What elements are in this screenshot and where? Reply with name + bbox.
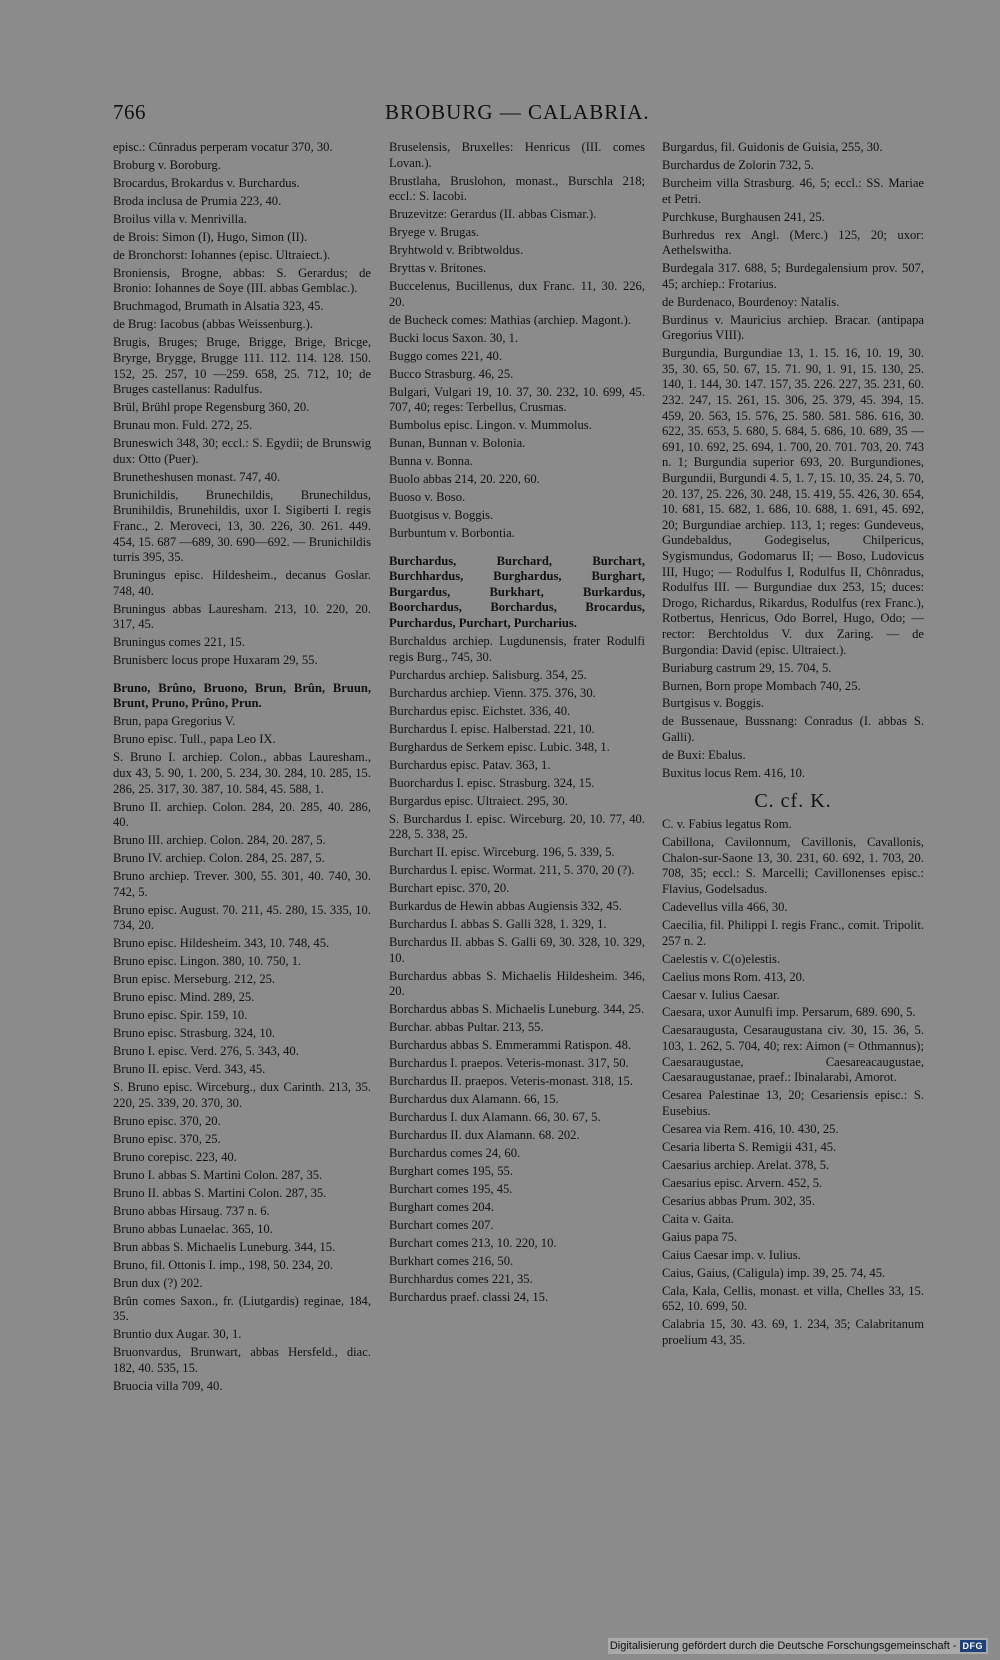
index-column-1 — [113, 140, 371, 1397]
index-entry: Burchardus abbas S. Michaelis Hildesheim. 346, 20. — [389, 968, 645, 999]
index-entry: Bruno episc. Tull., papa Leo IX. — [113, 732, 276, 747]
index-entry: Brunetheshusen monast. 747, 40. — [113, 469, 281, 484]
index-entry: Burchardus I. episc. Wormat. 211, 5. 370, 20 (?). — [389, 863, 635, 878]
index-entry: Buccelenus, Bucillenus, dux Franc. 11, 30. 226, 20. — [389, 279, 645, 309]
index-entry: Burchardus I. episc. Halberstad. 221, 10. — [389, 721, 595, 736]
index-entry: Bruno episc. Mind. 289, 25. — [113, 990, 255, 1005]
index-entry: Bruningus comes 221, 15. — [113, 635, 245, 650]
index-entry: Burchardus episc. Patav. 363, 1. — [389, 757, 551, 772]
index-entry: Burchardus de Zolorin 732, 5. — [662, 157, 814, 172]
index-entry: de Buxi: Ebalus. — [662, 748, 746, 763]
index-entry: Cadevellus villa 466, 30. — [662, 899, 788, 914]
index-entry: Cala, Kala, Cellis, monast. et villa, Chelles 33, 15. 652, 10. 699, 50. — [662, 1283, 924, 1314]
index-column-3 — [662, 140, 924, 1351]
running-title: BROBURG — CALABRIA. — [385, 100, 650, 124]
index-entry: Burchardus I. dux Alamann. 66, 30. 67, 5. — [389, 1110, 601, 1125]
index-entry: Cesaria liberta S. Remigii 431, 45. — [662, 1139, 837, 1154]
index-entry: Bruselensis, Bruxelles: Henricus (III. comes Lovan.). — [389, 140, 645, 170]
index-entry: Bruno II. archiep. Colon. 284, 20. 285, 40. 286, 40. — [113, 799, 371, 830]
index-entry: Brunau mon. Fuld. 272, 25. — [113, 418, 253, 433]
index-entry: Brunichildis, Brunechildis, Brunechildus, Brunihildis, Brunehildis, uxor I. Sigiberti I. regis Franc., 2. Meroveci, 13, 30. 226, 30. 261. 449. 454, 15. 687 —689, 30. 690—692. — Brunichildis turris 395, 35. — [113, 487, 371, 565]
index-entry: Bruningus episc. Hildesheim., decanus Goslar. 748, 40. — [113, 568, 371, 598]
index-entry: Burchardus II. dux Alamann. 68. 202. — [389, 1128, 580, 1143]
index-entry: Bruonvardus, Brunwart, abbas Hersfeld., diac. 182, 40. 535, 15. — [113, 1345, 371, 1375]
index-entry: Buxitus locus Rem. 416, 10. — [662, 766, 806, 781]
index-entry: Cesarea via Rem. 416, 10. 430, 25. — [662, 1121, 839, 1136]
index-entry: Buorchardus I. episc. Strasburg. 324, 15. — [389, 775, 595, 790]
index-entry: Bucki locus Saxon. 30, 1. — [389, 330, 519, 345]
index-entry: Burchardus II. abbas S. Galli 69, 30. 328, 10. 329, 10. — [389, 935, 645, 965]
index-entry: Burdinus v. Mauricius archiep. Bracar. (antipapa Gregorius VIII). — [662, 312, 924, 343]
index-entry: de Brois: Simon (I), Hugo, Simon (II). — [113, 229, 308, 244]
index-entry: Bunna v. Bonna. — [389, 454, 473, 469]
index-entry: Burghardus de Serkem episc. Lubic. 348, 1. — [389, 739, 610, 754]
index-entry: Bruno corepisc. 223, 40. — [113, 1149, 237, 1164]
index-entry: Burchart II. episc. Wirceburg. 196, 5. 339, 5. — [389, 845, 615, 860]
index-entry: de Burdenaco, Bourdenoy: Natalis. — [662, 294, 840, 309]
index-entry: Bruno II. abbas S. Martini Colon. 287, 35. — [113, 1185, 327, 1200]
footer-text: Digitalisierung gefördert durch die Deutsche Forschungsgemeinschaft - — [609, 1640, 957, 1652]
index-entry: Bruno I. episc. Verd. 276, 5. 343, 40. — [113, 1044, 299, 1059]
index-entry: Burbuntum v. Borbontia. — [389, 526, 515, 541]
index-entry: de Bussenaue, Bussnang: Conradus (I. abbas S. Galli). — [662, 714, 924, 745]
index-entry: Caita v. Gaita. — [662, 1211, 734, 1226]
index-entry: Bruno episc. Lingon. 380, 10. 750, 1. — [113, 954, 302, 969]
index-entry: Burchardus archiep. Vienn. 375. 376, 30. — [389, 685, 596, 700]
index-entry: Caesar v. Iulius Caesar. — [662, 987, 780, 1002]
index-entry: de Brug: Iacobus (abbas Weissenburg.). — [113, 317, 313, 332]
index-entry: Burkardus de Hewin abbas Augiensis 332, 45. — [389, 899, 622, 914]
index-entry: episc.: Cûnradus perperam vocatur 370, 30. — [113, 140, 333, 154]
index-entry: Bruningus abbas Lauresham. 213, 10. 220, 20. 317, 45. — [113, 601, 371, 632]
digitization-footer — [608, 1638, 988, 1654]
index-entry: Brun, papa Gregorius V. — [113, 714, 236, 729]
index-entry: Brül, Brühl prope Regensburg 360, 20. — [113, 400, 310, 415]
index-entry: S. Bruno episc. Wirceburg., dux Carinth. 213, 35. 220, 25. 339, 20. 370, 30. — [113, 1080, 371, 1110]
index-entry: Bruno, fil. Ottonis I. imp., 198, 50. 234, 20. — [113, 1257, 334, 1272]
index-entry: Bruocia villa 709, 40. — [113, 1378, 223, 1393]
index-entry: Broburg v. Boroburg. — [113, 157, 221, 172]
index-entry: Bruno I. abbas S. Martini Colon. 287, 35. — [113, 1167, 323, 1182]
index-entry: Buoso v. Boso. — [389, 490, 466, 505]
index-entry: Bruno episc. August. 70. 211, 45. 280, 15. 335, 10. 734, 20. — [113, 902, 371, 933]
index-entry: Burchardus II. praepos. Veteris-monast. 318, 15. — [389, 1074, 633, 1089]
index-entry: Bruno archiep. Trever. 300, 55. 301, 40. 740, 30. 742, 5. — [113, 869, 371, 899]
index-entry: Burchardus episc. Eichstet. 336, 40. — [389, 703, 571, 718]
index-entry: Bruntio dux Augar. 30, 1. — [113, 1327, 242, 1342]
index-entry: Bucco Strasburg. 46, 25. — [389, 366, 514, 381]
index-entry: Caius Caesar imp. v. Iulius. — [662, 1247, 801, 1262]
index-entry: Caius, Gaius, (Caligula) imp. 39, 25. 74, 45. — [662, 1265, 886, 1280]
index-entry: Bruno episc. Hildesheim. 343, 10. 748, 45. — [113, 936, 330, 951]
index-entry: Brustlaha, Bruslohon, monast., Burschla 218; eccl.: S. Iacobi. — [389, 173, 645, 204]
index-entry: S. Bruno I. archiep. Colon., abbas Lauresham., dux 43, 5. 90, 1. 200, 5. 234, 30. 284, 10. 285, 15. 286, 25. 317, 30. 387, 10. 584, 45. 588, 1. — [113, 750, 371, 796]
index-entry: Brun abbas S. Michaelis Luneburg. 344, 15. — [113, 1239, 336, 1254]
index-entry: Caesarius archiep. Arelat. 378, 5. — [662, 1157, 830, 1172]
index-entry: Burchart episc. 370, 20. — [389, 881, 510, 896]
index-entry: Brûn comes Saxon., fr. (Liutgardis) reginae, 184, 35. — [113, 1293, 371, 1324]
index-entry: Burgardus, fil. Guidonis de Guisia, 255, 30. — [662, 140, 883, 154]
index-entry: Cabillona, Cavilonnum, Cavillonis, Cavallonis, Chalon-sur-Saone 13, 30. 231, 60. 692, 1. 703, 20. 708, 35; eccl.: S. Marcelli; Cavillonenses episc.: Flavius, Godelsadus. — [662, 835, 924, 896]
index-entry: Bruno IV. archiep. Colon. 284, 25. 287, 5. — [113, 851, 325, 866]
index-entry: Purchkuse, Burghausen 241, 25. — [662, 209, 825, 224]
index-entry: Caesarius episc. Arvern. 452, 5. — [662, 1175, 823, 1190]
index-entry: Caelestis v. C(o)elestis. — [662, 951, 781, 966]
index-entry: Burchart comes 213, 10. 220, 10. — [389, 1235, 557, 1250]
index-entry: Buotgisus v. Boggis. — [389, 508, 494, 523]
index-entry: Bryttas v. Britones. — [389, 261, 487, 276]
index-entry: Bruno episc. 370, 25. — [113, 1131, 221, 1146]
index-entry: Bruneswich 348, 30; eccl.: S. Egydii; de Brunswig dux: Otto (Puer). — [113, 436, 371, 466]
index-column-2 — [389, 140, 645, 1308]
index-entry: Caelius mons Rom. 413, 20. — [662, 969, 806, 984]
index-entry: Burchardus I. praepos. Veteris-monast. 317, 50. — [389, 1056, 629, 1071]
index-entry: Burchardus praef. classi 24, 15. — [389, 1289, 549, 1304]
index-entry: de Bronchorst: Iohannes (episc. Ultraiect.). — [113, 247, 331, 262]
index-entry: Bryhtwold v. Bribtwoldus. — [389, 243, 524, 258]
index-entry: Bruno episc. Strasburg. 324, 10. — [113, 1026, 276, 1041]
index-entry: Caesara, uxor Aunulfi imp. Persarum, 689. 690, 5. — [662, 1005, 916, 1020]
page-header — [0, 100, 1000, 132]
index-entry: Bulgari, Vulgari 19, 10. 37, 30. 232, 10. 699, 45. 707, 40; reges: Terbellus, Crusmas. — [389, 384, 645, 415]
index-entry: Borchardus abbas S. Michaelis Luneburg. 344, 25. — [389, 1002, 645, 1017]
index-entry: Burchhardus comes 221, 35. — [389, 1271, 533, 1286]
index-entry: Burnen, Born prope Mombach 740, 25. — [662, 678, 861, 693]
index-entry: Bryege v. Brugas. — [389, 225, 480, 240]
index-entry: Brugis, Bruges; Bruge, Brigge, Brige, Bricge, Bryrge, Brygge, Brugge 111. 112. 114. 128. 150. 152, 25. 257, 10 —259. 658, 25. 712, 10; de Bruges castellanus: Radulfus. — [113, 335, 371, 397]
index-entry: de Bucheck comes: Mathias (archiep. Magont.). — [389, 312, 631, 327]
index-entry: Burchart comes 207. — [389, 1217, 494, 1232]
index-entry: Bruno episc. Spir. 159, 10. — [113, 1008, 248, 1023]
index-entry: C. v. Fabius legatus Rom. — [662, 817, 792, 832]
index-entry: Burhredus rex Angl. (Merc.) 125, 20; uxor: Aethelswitha. — [662, 227, 924, 258]
index-entry: Bruzevitze: Gerardus (II. abbas Cismar.). — [389, 207, 597, 222]
index-entry: Bruno III. archiep. Colon. 284, 20. 287, 5. — [113, 833, 326, 848]
index-entry: Caecilia, fil. Philippi I. regis Franc., comit. Tripolit. 257 n. 2. — [662, 917, 924, 948]
index-entry: Cesarea Palestinae 13, 20; Cesariensis episc.: S. Eusebius. — [662, 1088, 924, 1118]
index-entry: Buriaburg castrum 29, 15. 704, 5. — [662, 660, 832, 675]
index-entry: Burdegala 317. 688, 5; Burdegalensium prov. 507, 45; archiep.: Frotarius. — [662, 261, 924, 291]
index-entry: Burcheim villa Strasburg. 46, 5; eccl.: SS. Mariae et Petri. — [662, 175, 924, 206]
index-entry: Burchardus I. abbas S. Galli 328, 1. 329, 1. — [389, 917, 607, 932]
index-entry: Burgundia, Burgundiae 13, 1. 15. 16, 10. 19, 30. 35, 30. 65, 50. 67, 15. 71. 90, 1. 91, 15. 130, 25. 140, 1. 144, 30. 147. 157, 35. 226. 227, 35. 231, 60. 232. 247, 15. 261, 15. 306, 25. 379, 45. 394, 15. 459, 20. 563, 15. 576, 25. 580. 581. 586. 616, 30. 622, 35. 653, 5. 680, 5. 684, 5. 686, 10. 689, 35 — 691, 10. 692, 25. 694, 1. 700, 20. 701. 703, 20. 743 n. 1; Burgundia superior 693, 20. Burgundiones, Burgundii, Burgundi 4. 5, 1. 7, 15. 10, 35. 24, 5. 70, 20. 137, 25. 226, 30. 248, 15. 419, 55. 426, 30. 654, 10. 681, 15. 682, 1. 686, 10. 688, 1. 691, 45. 692, 20; Burgundiae archiep. 113, 1; reges: Gundeveus, Gundebaldus, Godegiselus, Chilpericus, Sygismundus, Godomarus II; — Boso, Ludovicus III, Hugo; — Rodulfus I, Rodulfus II, Chônradus, Rodulfus III. — Burgundiae dux 253, 15; duces: Drogo, Richardus, Rikardus, Rodulfus (rex Franc.), Rotbertus, Henricus, Odo Borrel, Hugo, Odo; — rector: Berchtoldus V. dux Zaring. — de Burgondia: David (episc. Ultraiect.). — [662, 346, 924, 657]
index-entry: Bunan, Bunnan v. Bolonia. — [389, 436, 526, 451]
index-entry: Burchardus comes 24, 60. — [389, 1146, 521, 1161]
index-entry: Bruno episc. 370, 20. — [113, 1113, 221, 1128]
index-entry: Burghart comes 204. — [389, 1199, 495, 1214]
index-entry: Burchardus dux Alamann. 66, 15. — [389, 1092, 559, 1107]
index-entry: Caesaraugusta, Cesaraugustana civ. 30, 15. 36, 5. 103, 1. 262, 5. 704, 40; rex: Aimon (= Othmannus); Caesaraugustae, Caesareacaugustae, Caesaraugustanae, praef.: Ibinalarabi, Amorot. — [662, 1023, 924, 1085]
index-entry: Bumbolus episc. Lingon. v. Mummolus. — [389, 418, 592, 433]
index-entry: Gaius papa 75. — [662, 1229, 738, 1244]
index-entry: Brocardus, Brokardus v. Burchardus. — [113, 175, 300, 190]
index-entry: Bruno II. episc. Verd. 343, 45. — [113, 1062, 266, 1077]
index-entry: S. Burchardus I. episc. Wirceburg. 20, 10. 77, 40. 228, 5. 338, 25. — [389, 811, 645, 842]
index-entry: Burchar. abbas Pultar. 213, 55. — [389, 1020, 544, 1035]
section-heading: C. cf. K. — [754, 789, 832, 812]
index-entry: Calabria 15, 30. 43. 69, 1. 234, 35; Calabritanum proelium 43, 35. — [662, 1317, 924, 1347]
index-entry: Burghart comes 195, 55. — [389, 1164, 513, 1179]
index-entry: Burchaldus archiep. Lugdunensis, frater Rodulfi regis Burg., 745, 30. — [389, 634, 645, 664]
dfg-logo: DFG — [960, 1640, 987, 1652]
index-entry: Broda inclusa de Prumia 223, 40. — [113, 193, 282, 208]
index-entry: Buolo abbas 214, 20. 220, 60. — [389, 472, 540, 487]
index-entry: Cesarius abbas Prum. 302, 35. — [662, 1193, 815, 1208]
index-entry: Burkhart comes 216, 50. — [389, 1253, 514, 1268]
index-entry: Bruchmagod, Brumath in Alsatia 323, 45. — [113, 299, 324, 314]
page-number: 766 — [113, 100, 146, 124]
index-entry: Burchart comes 195, 45. — [389, 1182, 513, 1196]
index-entry: Burgardus episc. Ultraiect. 295, 30. — [389, 793, 568, 808]
index-entry: Bruno abbas Lunaelac. 365, 10. — [113, 1221, 273, 1236]
index-entry: Broniensis, Brogne, abbas: S. Gerardus; de Bronio: Iohannes de Soye (III. abbas Gemblac.). — [113, 265, 371, 296]
index-entry: Brun episc. Merseburg. 212, 25. — [113, 972, 276, 987]
index-entry: Burtgisus v. Boggis. — [662, 696, 765, 711]
index-entry: Bruno abbas Hirsaug. 737 n. 6. — [113, 1203, 270, 1218]
index-entry: Burchardus abbas S. Emmerammi Ratispon. 48. — [389, 1038, 632, 1053]
index-entry: Purchardus archiep. Salisburg. 354, 25. — [389, 667, 587, 682]
index-entry: Brun dux (?) 202. — [113, 1275, 203, 1290]
index-entry: Broilus villa v. Menrivilla. — [113, 211, 247, 226]
index-entry: Buggo comes 221, 40. — [389, 348, 502, 363]
index-headword-group: Bruno, Brûno, Bruono, Brun, Brûn, Bruun, Brunt, Pruno, Prûno, Prun. — [113, 680, 371, 711]
index-entry: Brunisberc locus prope Huxaram 29, 55. — [113, 653, 318, 668]
index-headword-group: Burchardus, Burchard, Burchart, Burchhardus, Burghardus, Burghart, Burgardus, Burkhart, Burkardus, Boorchardus, Borchardus, Brocardus, Purchardus, Purchart, Purcharius. — [389, 553, 645, 631]
